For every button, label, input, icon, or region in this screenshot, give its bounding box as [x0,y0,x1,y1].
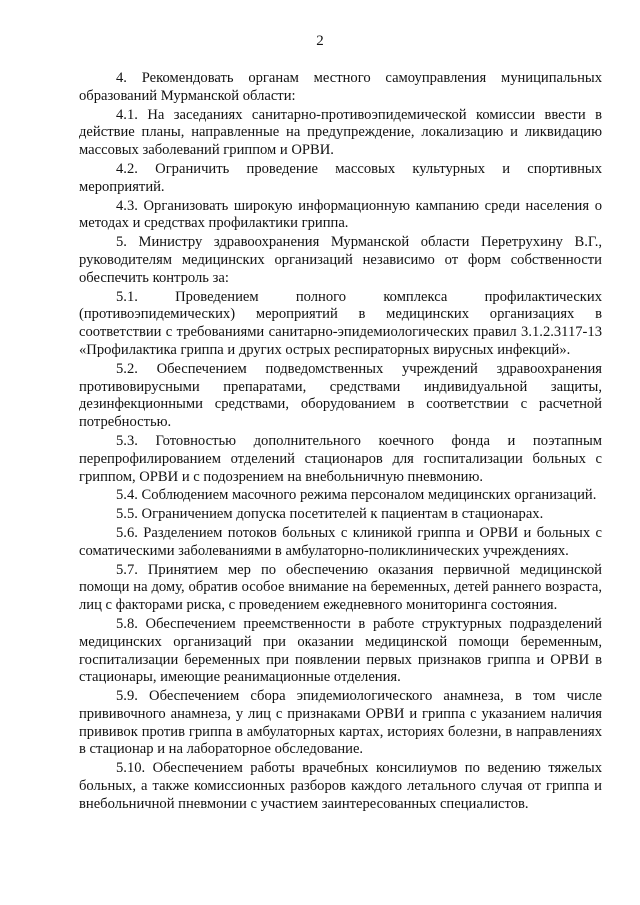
paragraph-5-7: 5.7. Принятием мер по обеспечению оказания первичной медицинской помощи на дому, обратив особое внимание на беременных, детей раннего возраста, лиц с факторами риска, с проведением ежедневного мониторинга состояния. [79,561,602,614]
paragraph-5: 5. Министру здравоохранения Мурманской области Перетрухину В.Г., руководителям медицинских организаций независимо от форм собственности обеспечить контроль за: [79,234,602,286]
paragraph-4: 4. Рекомендовать органам местного самоуправления муниципальных образований Мурманской области: [79,70,602,104]
paragraph-5-6: 5.6. Разделением потоков больных с клиникой гриппа и ОРВИ и больных с соматическими заболеваниями в амбулаторно-поликлинических учреждениях. [79,524,602,559]
paragraph-5-5: 5.5. Ограничением допуска посетителей к пациентам в стационарах. [116,506,544,523]
paragraph-4-1: 4.1. На заседаниях санитарно-противоэпидемической комиссии ввести в действие планы, направленные на предупреждение, локализацию и ликвидацию массовых заболеваний гриппом и ОРВИ. [79,106,602,159]
paragraph-5-3: 5.3. Готовностью дополнительного коечного фонда и поэтапным перепрофилированием отделений стационаров для госпитализации больных с гриппом, ОРВИ и с подозрением на внебольничную пневмонию. [79,432,602,485]
paragraph-4-3: 4.3. Организовать широкую информационную кампанию среди населения о методах и средствах профилактики гриппа. [79,197,602,232]
paragraph-5-2: 5.2. Обеспечением подведомственных учреждений здравоохранения противовирусными препаратами, средствами индивидуальной защиты, дезинфекционными средствами, оборудованием в соответствии с расчетной потребностью. [79,360,602,431]
paragraph-5-10: 5.10. Обеспечением работы врачебных консилиумов по ведению тяжелых больных, а также комиссионных разборов каждого летального случая от гриппа и внебольничной пневмонии с участием заинтересованных специалистов. [79,760,602,812]
paragraph-5-1: 5.1. Проведением полного комплекса профилактических (противоэпидемических) мероприятий в медицинских организациях в соответствии с требованиями санитарно-эпидемиологических правил 3.1.2.3117-13 «Профилактика гриппа и других острых респираторных вирусных инфекций». [79,288,602,358]
paragraph-4-2: 4.2. Ограничить проведение массовых культурных и спортивных мероприятий. [79,160,602,195]
page-number: 2 [316,33,324,49]
paragraph-5-8: 5.8. Обеспечением преемственности в работе структурных подразделений медицинских организаций при оказании медицинской помощи беременным, госпитализации беременных при появлении первых признаков гриппа и ОРВИ в стационары, имеющие реанимационные отделения. [79,615,602,686]
paragraph-5-4: 5.4. Соблюдением масочного режима персоналом медицинских организаций. [116,487,597,504]
document-body [79,70,602,815]
paragraph-5-9: 5.9. Обеспечением сбора эпидемиологического анамнеза, в том числе прививочного анамнеза, у лиц с признаками ОРВИ и гриппа с указанием наличия прививок против гриппа в амбулаторных картах, историях болезни, в направлениях в стационар и на лабораторное обследование. [79,688,602,758]
